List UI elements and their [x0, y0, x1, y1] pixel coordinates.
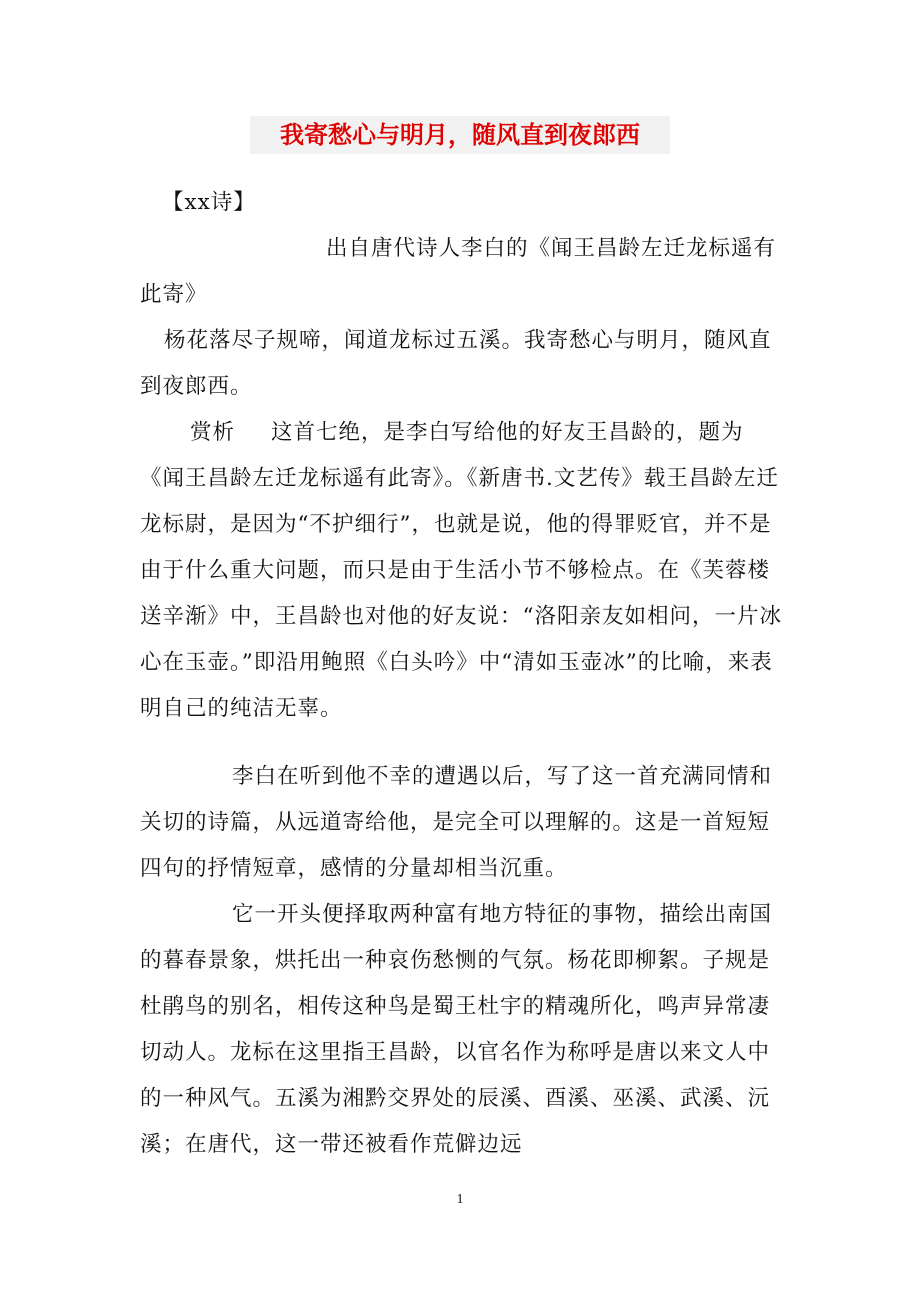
poem-tag: 【xx诗】: [162, 190, 256, 215]
paragraph-3: [140, 892, 784, 1168]
poem-text: [140, 318, 784, 410]
source-line: [140, 226, 784, 318]
poem-lines: 杨花落尽子规啼，闻道龙标过五溪。我寄愁心与明月，随风直到夜郎西。: [140, 328, 772, 399]
appreciation-label: 赏析: [190, 420, 236, 445]
paragraph-1-text: 这首七绝，是李白写给他的好友王昌龄的，题为《闻王昌龄左迁龙标遥有此寄》。《新唐书.文艺传》载王昌龄左迁龙标尉，是因为“不护细行”，也就是说，他的得罪贬官，并不是由于什么重大问题，而只是由于生活小节不够检点。在《芙蓉楼送辛渐》中，王昌龄也对他的好友说：“洛阳亲友如相问，一片冰心在玉壶。”即沿用鲍照《白头吟》中“清如玉壶冰”的比喻，来表明自己的纯洁无辜。: [140, 420, 782, 721]
source-text: 出自唐代诗人李白的《闻王昌龄左迁龙标遥有此寄》: [140, 236, 777, 307]
paragraph-3-text: 它一开头便择取两种富有地方特征的事物，描绘出南国的暮春景象，烘托出一种哀伤愁恻的气氛。杨花即柳絮。子规是杜鹃鸟的别名，相传这种鸟是蜀王杜宇的精魂所化，鸣声异常凄切动人。龙标在这里指王昌龄，以官名作为称呼是唐以来文人中的一种风气。五溪为湘黔交界处的辰溪、酉溪、巫溪、武溪、沅溪；在唐代，这一带还被看作荒僻边远: [140, 902, 773, 1157]
document-title: 我寄愁心与明月，随风直到夜郎西: [250, 116, 670, 154]
paragraph-2: [140, 754, 784, 892]
paragraph-1: [140, 410, 784, 732]
paragraph-2-text: 李白在听到他不幸的遭遇以后，写了这一首充满同情和关切的诗篇，从远道寄给他，是完全可以理解的。这是一首短短四句的抒情短章，感情的分量却相当沉重。: [140, 764, 773, 881]
page-number: 1: [456, 1192, 464, 1207]
